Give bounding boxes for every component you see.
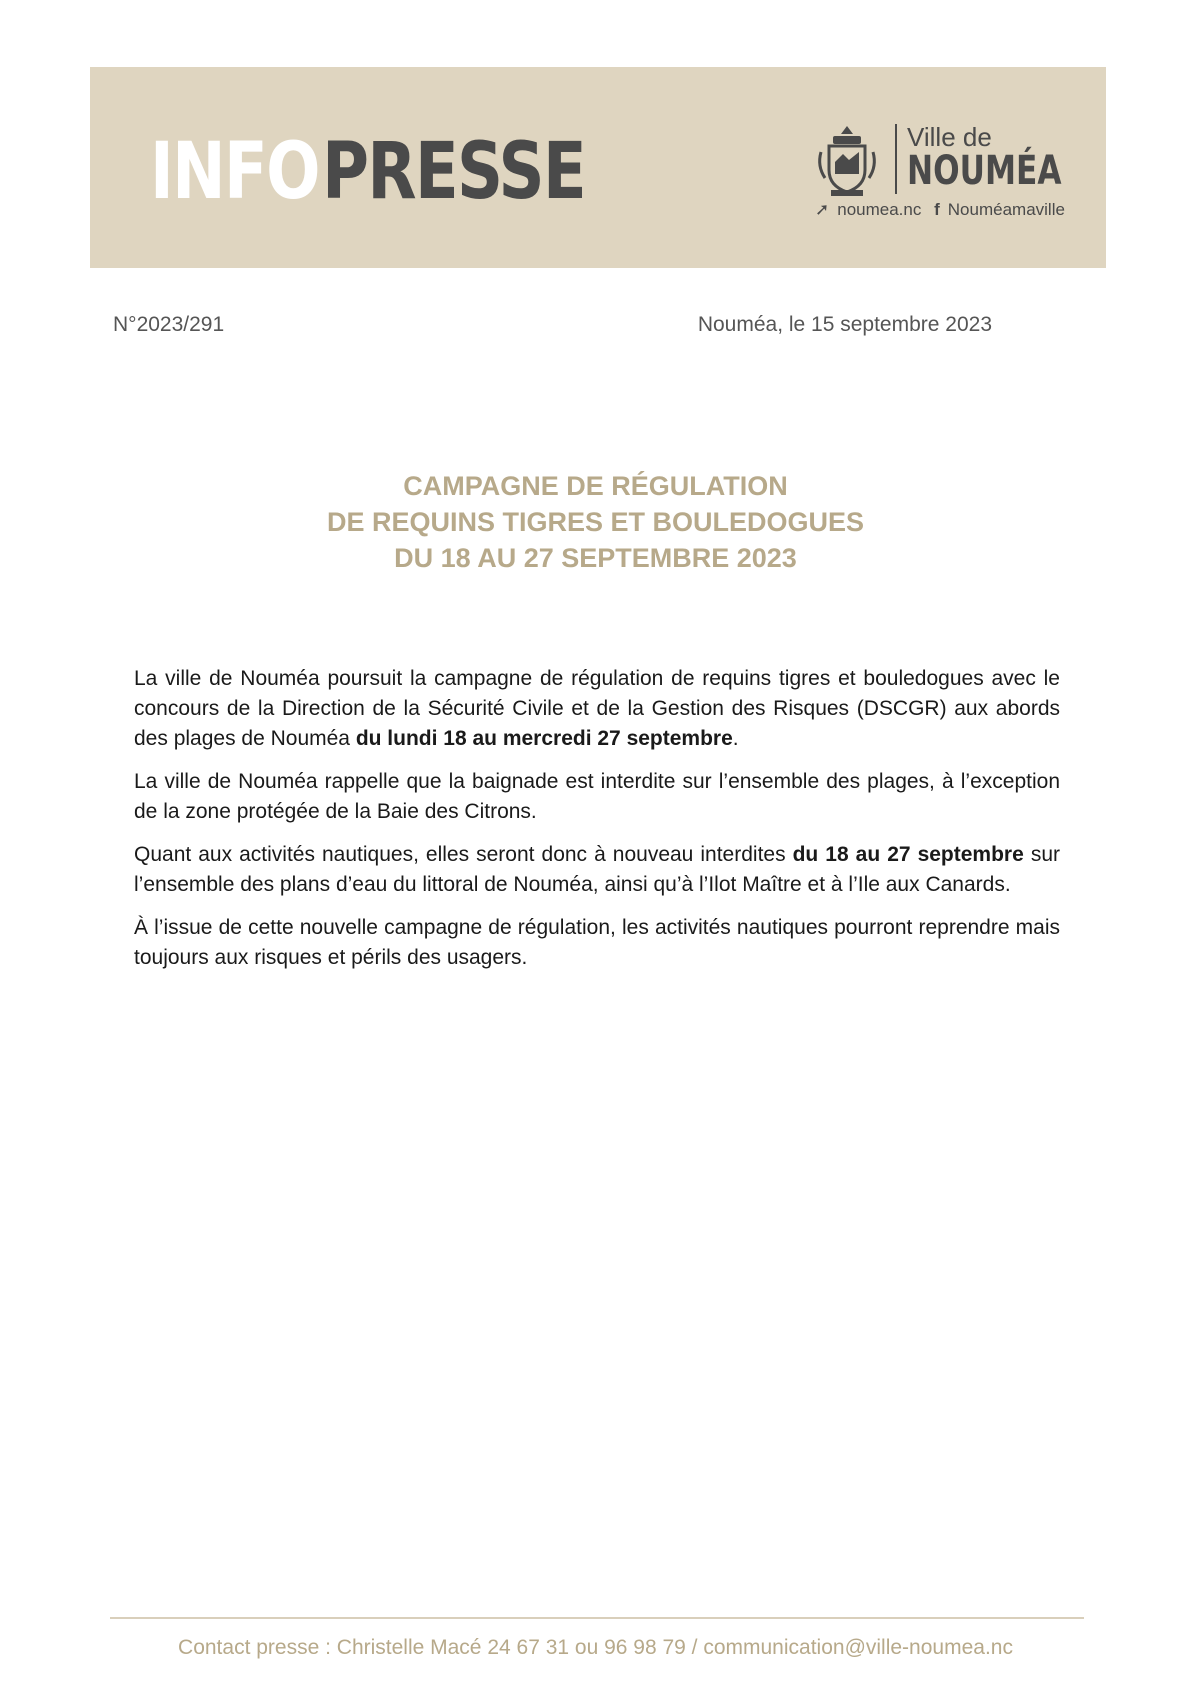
press-date: Nouméa, le 15 septembre 2023 xyxy=(697,313,992,336)
p1-text-b: . xyxy=(732,727,739,750)
logo-socials xyxy=(815,200,1073,220)
headline-line-2: DE REQUINS TIGRES ET BOULEDOGUES xyxy=(326,507,865,537)
paragraph-1 xyxy=(134,664,1060,754)
press-reference: N°2023/291 xyxy=(113,313,225,336)
city-crest-icon xyxy=(815,122,879,198)
paragraph-4: À l’issue de cette nouvelle campagne de régulation, les activités nautiques pourront reprendre mais toujours aux risques et périls des usagers. xyxy=(134,916,1060,969)
brand-info: INFO xyxy=(150,127,319,217)
arrow-icon: ➚ xyxy=(815,200,830,219)
website-text[interactable]: noumea.nc xyxy=(837,200,922,219)
p1-text-a: La ville de Nouméa poursuit la campagne de régulation de requins tigres et bouledogues avec le concours de la Direction de la Sécurité Civile et de la Gestion des Risques (DSCGR) aux abords des plages de Nouméa xyxy=(134,667,1060,750)
footer-contact: Contact presse : Christelle Macé 24 67 31 ou 96 98 79 / communication@ville-noumea.nc xyxy=(178,1636,1013,1659)
facebook-text[interactable]: Nouméamaville xyxy=(947,200,1065,219)
header-banner xyxy=(90,67,1106,268)
headline-line-3: DU 18 AU 27 SEPTEMBRE 2023 xyxy=(394,543,797,573)
brand-presse: PRESSE xyxy=(322,127,586,217)
p3-text-b: sur l’ensemble des plans d’eau du littoral de Nouméa, ainsi qu’à l’Ilot Maître et à l’Ile aux Canards. xyxy=(134,843,1060,896)
paragraph-2: La ville de Nouméa rappelle que la baignade est interdite sur l’ensemble des plages, à l’exception de la zone protégée de la Baie des Citrons. xyxy=(134,770,1060,823)
p3-text-a: Quant aux activités nautiques, elles seront donc à nouveau interdites xyxy=(134,843,793,866)
press-body xyxy=(134,664,1060,986)
logo-ville-de: Ville de xyxy=(907,122,992,152)
p1-bold: du lundi 18 au mercredi 27 septembre xyxy=(355,727,733,750)
logo-divider xyxy=(895,124,897,194)
headline-line-1: CAMPAGNE DE RÉGULATION xyxy=(403,471,788,501)
ville-de-noumea-logo xyxy=(815,122,1065,222)
logo-noumea: NOUMÉA xyxy=(907,148,1062,194)
p3-bold: du 18 au 27 septembre xyxy=(792,843,1024,866)
press-headline xyxy=(0,468,1191,576)
facebook-icon: f xyxy=(934,200,940,219)
footer-divider xyxy=(110,1617,1084,1619)
paragraph-3 xyxy=(134,840,1060,900)
info-presse-wordmark xyxy=(150,127,585,217)
